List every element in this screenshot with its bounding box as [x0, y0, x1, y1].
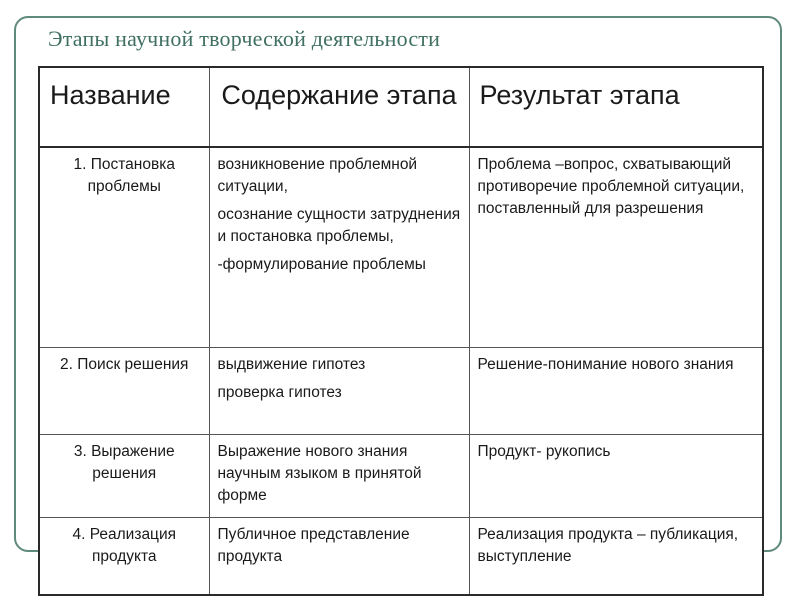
stage-result: Проблема –вопрос, схватывающий противоречие проблемной ситуации, поставленный для разрешения: [469, 147, 763, 348]
table-header-row: [39, 67, 763, 147]
stage-name: 2. Поиск решения: [39, 348, 209, 435]
stages-table: [38, 66, 764, 596]
content-item: выдвижение гипотез: [217, 356, 366, 373]
content-item: Выражение нового знания научным языком в принятой форме: [217, 443, 422, 504]
stage-result: Продукт- рукопись: [469, 435, 763, 518]
stage-content: [209, 435, 469, 518]
header-content: Содержание этапа: [209, 67, 469, 147]
stage-content: [209, 348, 469, 435]
table-row: [39, 518, 763, 596]
stage-content: [209, 518, 469, 596]
content-item: проверка гипотез: [217, 384, 342, 401]
slide-title: Этапы научной творческой деятельности: [48, 26, 441, 51]
content-item: осознание сущности затруднения и постановка проблемы,: [217, 206, 461, 245]
table-row: [39, 348, 763, 435]
content-item: -формулирование проблемы: [217, 256, 426, 273]
content-item: возникновение проблемной ситуации,: [217, 156, 418, 195]
table-row: [39, 147, 763, 348]
header-name: Название: [39, 67, 209, 147]
stage-result: Решение-понимание нового знания: [469, 348, 763, 435]
stage-content: [209, 147, 469, 348]
header-result: Результат этапа: [469, 67, 763, 147]
content-item: Публичное представление продукта: [217, 526, 410, 565]
stage-name: 3. Выражение решения: [39, 435, 209, 518]
stage-result: Реализация продукта – публикация, выступление: [469, 518, 763, 596]
table-row: [39, 435, 763, 518]
stage-name: 4. Реализация продукта: [39, 518, 209, 596]
stage-name: 1. Постановка проблемы: [39, 147, 209, 348]
